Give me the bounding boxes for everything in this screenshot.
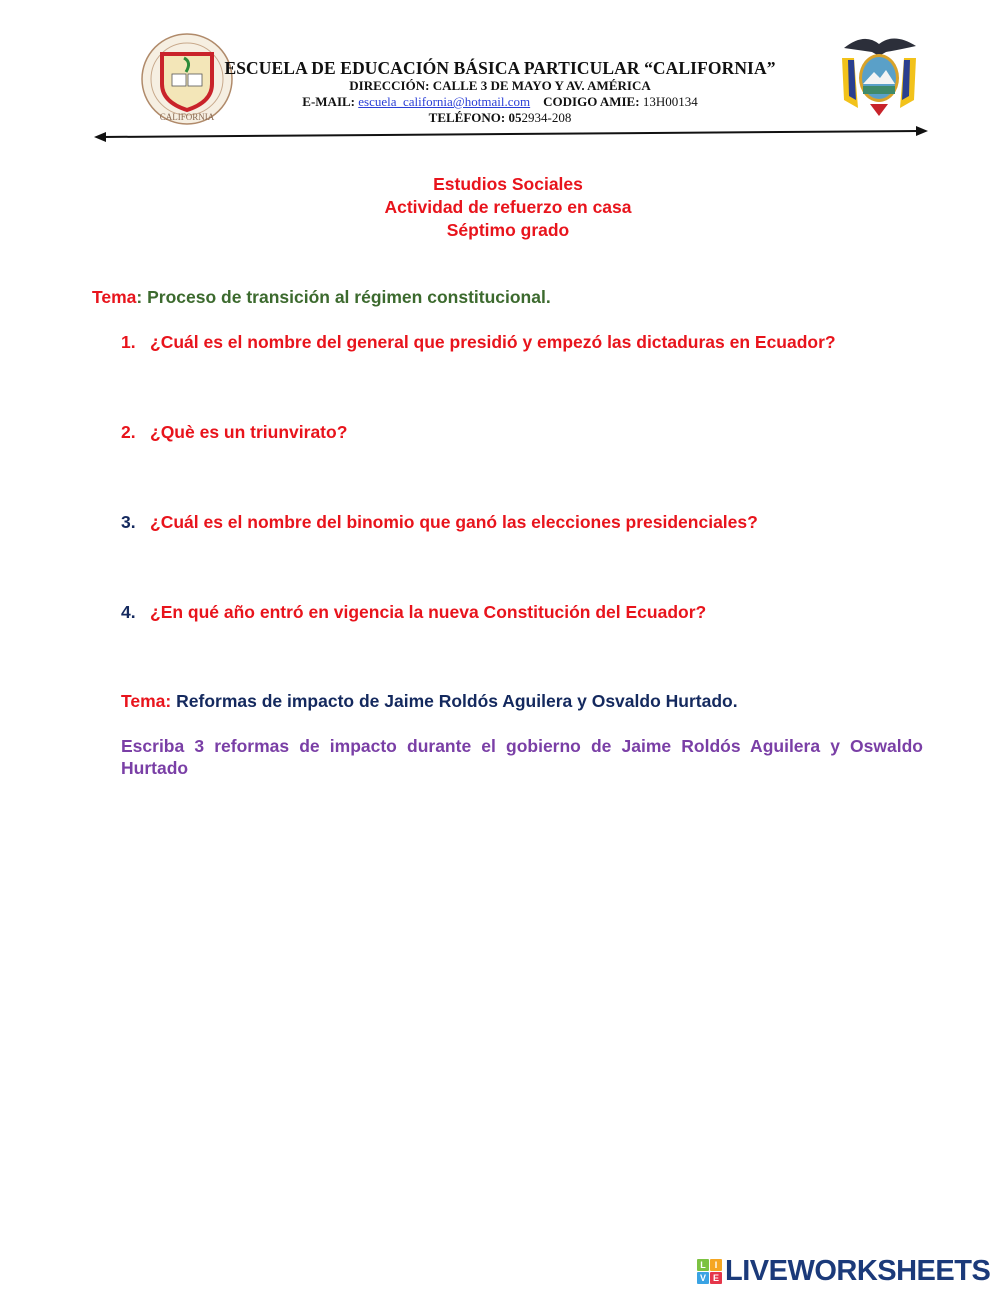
amie-label: CODIGO AMIE: <box>543 94 640 109</box>
question-1 <box>121 331 836 353</box>
subject-title: Estudios Sociales <box>433 174 583 194</box>
grade-title: Séptimo grado <box>446 220 570 240</box>
question-number: 1. <box>121 332 136 352</box>
address-value: CALLE 3 DE MAYO Y AV. AMÉRICA <box>432 78 651 93</box>
section1-topic <box>92 286 551 308</box>
question-3 <box>121 511 758 533</box>
liveworksheets-logo[interactable] <box>697 1256 990 1286</box>
email-label: E-MAIL: <box>302 94 355 109</box>
question-number: 2. <box>121 422 136 442</box>
block-v: V <box>697 1272 709 1284</box>
letterhead <box>200 58 800 126</box>
header-divider-arrow <box>92 124 930 144</box>
worksheet-title <box>0 173 1000 242</box>
question-number: 4. <box>121 602 136 622</box>
block-l: L <box>697 1259 709 1271</box>
amie-value: 13H00134 <box>642 94 698 109</box>
block-e: E <box>710 1272 722 1284</box>
question-text: ¿Què es un triunvirato? <box>150 422 348 442</box>
question-4 <box>121 601 706 623</box>
question-text: ¿En qué año entró en vigencia la nueva Constitución del Ecuador? <box>150 602 707 622</box>
question-2 <box>121 421 347 443</box>
ecuador-coat-of-arms-icon <box>834 30 924 120</box>
topic-label: Tema: <box>121 691 172 711</box>
question-text: ¿Cuál es el nombre del general que presidió y empezó las dictaduras en Ecuador? <box>150 332 836 352</box>
block-i: I <box>710 1259 722 1271</box>
phone-label: TELÉFONO: <box>428 110 506 125</box>
section2-topic <box>121 690 738 712</box>
address-label: DIRECCIÓN: <box>349 78 430 93</box>
question-number: 3. <box>121 512 136 532</box>
instruction-text: Escriba 3 reformas de impacto durante el gobierno de Jaime Roldós Aguilera y Oswaldo Hurtado <box>121 736 923 778</box>
email-line <box>200 94 800 110</box>
school-name: ESCUELA DE EDUCACIÓN BÁSICA PARTICULAR “CALIFORNIA” <box>224 58 776 78</box>
live-blocks-icon <box>697 1259 722 1284</box>
topic-colon: : <box>136 287 143 307</box>
email-link[interactable]: escuela_california@hotmail.com <box>358 94 531 109</box>
activity-title: Actividad de refuerzo en casa <box>384 197 632 217</box>
question-text: ¿Cuál es el nombre del binomio que ganó las elecciones presidenciales? <box>150 512 758 532</box>
watermark-text: LIVEWORKSHEETS <box>725 1255 991 1287</box>
topic-label: Tema <box>92 287 137 307</box>
svg-text:CALIFORNIA: CALIFORNIA <box>159 112 215 122</box>
topic-text: Reformas de impacto de Jaime Roldós Aguilera y Osvaldo Hurtado. <box>176 691 738 711</box>
phone-prefix: 05 <box>508 110 522 125</box>
topic-text: Proceso de transición al régimen constitucional. <box>147 287 551 307</box>
phone-number: 2934-208 <box>521 110 572 125</box>
address-line <box>200 78 800 94</box>
